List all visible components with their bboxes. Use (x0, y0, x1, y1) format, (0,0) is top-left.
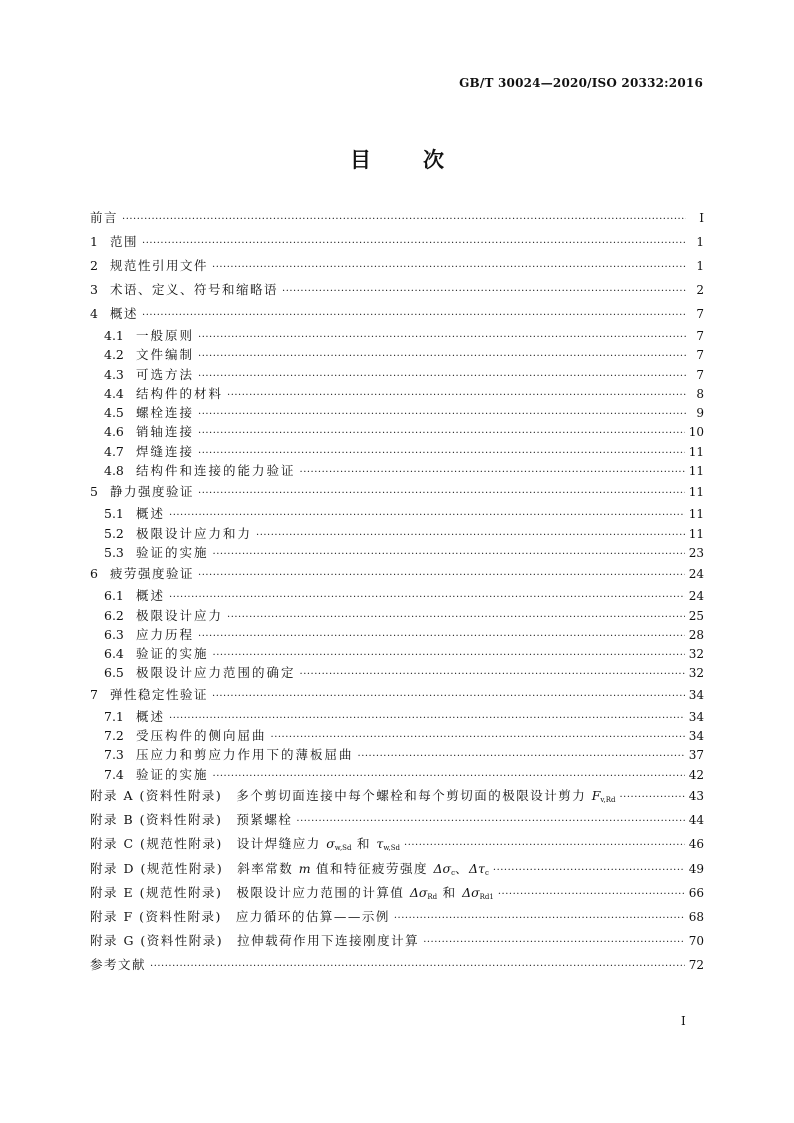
toc-label: 概述 (110, 306, 139, 321)
dot-leader (198, 405, 686, 424)
toc-page: 70 (688, 934, 704, 949)
toc-number: 2 (90, 258, 98, 273)
toc-entry-1[interactable] (90, 230, 704, 254)
toc-label: 结构件和连接的能力验证 (136, 463, 296, 479)
toc-entry-annex-c[interactable] (90, 832, 704, 856)
toc-entry-7-4[interactable] (90, 765, 704, 784)
toc-page: 11 (688, 526, 704, 541)
toc-entry-6-3[interactable] (90, 625, 704, 644)
toc-number: 1 (90, 234, 98, 249)
toc-entry-6-2[interactable] (90, 606, 704, 625)
toc-page: 24 (688, 589, 704, 604)
dot-leader (212, 256, 686, 280)
toc-page: 9 (696, 406, 704, 421)
toc-label: 附录 A (资料性附录) 多个剪切面连接中每个螺栓和每个剪切面的极限设计剪力 $F_{v,Rd}$ (90, 787, 616, 804)
toc-label: 结构件的材料 (136, 385, 224, 401)
toc-label: 极限设计应力和力 (136, 525, 253, 541)
toc-number: 4.1 (104, 328, 124, 343)
toc-number: 5.3 (104, 544, 124, 560)
toc-page: 7 (696, 329, 704, 343)
dot-leader (498, 883, 685, 907)
toc-entry-4[interactable] (90, 302, 704, 326)
toc-entry-references[interactable] (90, 953, 704, 977)
toc-label: 验证的实施 (136, 766, 209, 782)
toc-page: 68 (688, 909, 704, 924)
toc-entry-annex-f[interactable] (90, 905, 704, 929)
toc-label: 附录 B (资料性附录) 预紧螺栓 (90, 812, 293, 828)
toc-entry-2[interactable] (90, 254, 704, 278)
toc-number: 7 (90, 686, 98, 702)
toc-page: Ⅰ (699, 211, 704, 225)
toc-number: 5.2 (104, 525, 124, 541)
toc-number: 6.3 (104, 626, 124, 642)
dot-leader (142, 304, 686, 328)
toc-label: 附录 D (规范性附录) 斜率常数 m 值和特征疲劳强度 $\Delta\sigma_c$、$\Delta\tau_c$ (90, 860, 489, 877)
toc-label: 概述 (136, 588, 166, 604)
toc-label: 应力历程 (136, 626, 195, 642)
toc-page: 1 (696, 235, 704, 249)
toc-entry-6-4[interactable] (90, 644, 704, 663)
dot-leader (198, 367, 686, 386)
toc-page: 1 (696, 259, 704, 273)
toc-page: 32 (688, 647, 704, 662)
dot-leader (296, 810, 684, 834)
title-char-2: 次 (423, 147, 444, 172)
dot-leader (256, 526, 685, 545)
dot-leader (198, 328, 686, 347)
toc-label: 附录 F (资料性附录) 应力循环的估算——示例 (90, 908, 390, 924)
toc-entry-3[interactable] (90, 278, 704, 302)
toc-page: 8 (696, 386, 704, 401)
toc-number: 4.5 (104, 405, 124, 421)
toc-label: 受压构件的侧向屈曲 (136, 728, 267, 744)
toc-label: 附录 E (规范性附录) 极限设计应力范围的计算值 $\Delta\sigma_{Rd}$ 和 $\Delta\sigma_{Rd1}$ (90, 884, 494, 901)
toc-page: 72 (688, 958, 704, 973)
toc-label: 验证的实施 (136, 646, 209, 662)
toc-entry-preface[interactable] (90, 206, 704, 230)
dot-leader (142, 232, 686, 256)
toc-number: 5 (90, 484, 98, 500)
toc-number: 7.2 (104, 728, 124, 744)
toc-entry-5[interactable] (90, 480, 704, 504)
dot-leader (300, 665, 685, 684)
toc-page: 28 (688, 627, 704, 642)
dot-leader (394, 907, 685, 931)
toc-page: 42 (688, 767, 704, 782)
table-of-contents (90, 206, 704, 977)
toc-label: 附录 G (资料性附录) 拉伸载荷作用下连接刚度计算 (90, 933, 420, 949)
dot-leader (300, 463, 685, 482)
dot-leader (122, 208, 686, 232)
toc-entry-4-8[interactable] (90, 461, 704, 480)
toc-number: 6 (90, 566, 98, 582)
toc-page: 11 (688, 464, 704, 479)
toc-entry-6-1[interactable] (90, 586, 704, 605)
dot-leader (493, 859, 685, 883)
toc-entry-annex-a[interactable] (90, 784, 704, 808)
toc-entry-annex-d[interactable] (90, 857, 704, 881)
toc-page: 44 (688, 813, 704, 828)
toc-entry-5-2[interactable] (90, 524, 704, 543)
toc-number: 4.2 (104, 347, 124, 363)
toc-entry-4-7[interactable] (90, 442, 704, 461)
toc-entry-4-2[interactable] (90, 345, 704, 364)
toc-page: 43 (688, 788, 704, 803)
toc-label: 规范性引用文件 (110, 258, 209, 273)
toc-entry-6[interactable] (90, 562, 704, 586)
toc-number: 4.4 (104, 385, 124, 401)
toc-page: 66 (688, 885, 704, 900)
toc-entry-annex-g[interactable] (90, 929, 704, 953)
toc-page: 34 (688, 729, 704, 744)
toc-label: 参考文献 (90, 957, 147, 973)
toc-entry-7[interactable] (90, 683, 704, 707)
toc-label: 一般原则 (136, 328, 195, 343)
toc-page: 34 (688, 687, 704, 702)
toc-page: 10 (688, 425, 704, 440)
toc-page: 7 (696, 348, 704, 363)
toc-label: 前言 (90, 210, 119, 225)
toc-label: 疲劳强度验证 (110, 566, 195, 582)
toc-label: 弹性稳定性验证 (110, 686, 209, 702)
toc-number: 4.3 (104, 366, 124, 382)
toc-entry-5-1[interactable] (90, 504, 704, 523)
dot-leader (198, 424, 685, 443)
toc-number: 7.1 (104, 708, 124, 724)
page-number: Ⅰ (681, 1014, 686, 1028)
dot-leader (198, 564, 685, 588)
toc-page: 7 (696, 367, 704, 382)
dot-leader (150, 955, 685, 979)
toc-page: 46 (688, 837, 704, 852)
toc-label: 极限设计应力范围的确定 (136, 665, 296, 681)
dot-leader (198, 482, 685, 506)
toc-label: 静力强度验证 (110, 484, 195, 500)
dot-leader (212, 685, 685, 709)
toc-page: 32 (688, 666, 704, 681)
toc-label: 验证的实施 (136, 544, 209, 560)
toc-number: 6.2 (104, 607, 124, 623)
toc-label: 焊缝连接 (136, 443, 195, 459)
dot-leader (404, 834, 685, 858)
dot-leader (227, 608, 685, 627)
toc-label: 术语、定义、符号和缩略语 (110, 282, 279, 297)
toc-entry-5-3[interactable] (90, 543, 704, 562)
toc-page: 34 (688, 709, 704, 724)
toc-label: 概述 (136, 506, 166, 522)
dot-leader (227, 386, 686, 405)
toc-entry-4-4[interactable] (90, 384, 704, 403)
toc-number: 4.7 (104, 443, 124, 459)
toc-page: 23 (688, 545, 704, 560)
toc-number: 4.6 (104, 424, 124, 440)
toc-entry-4-5[interactable] (90, 403, 704, 422)
toc-label: 压应力和剪应力作用下的薄板屈曲 (136, 747, 354, 763)
toc-page: 37 (688, 748, 704, 763)
toc-number: 4.8 (104, 463, 124, 479)
toc-number: 4 (90, 306, 98, 321)
toc-page: 49 (688, 861, 704, 876)
toc-page: 11 (688, 444, 704, 459)
toc-label: 文件编制 (136, 347, 195, 363)
toc-number: 6.5 (104, 665, 124, 681)
toc-number: 3 (90, 282, 98, 297)
toc-page: 2 (696, 283, 704, 297)
toc-page: 11 (688, 507, 704, 522)
title-char-1: 目 (350, 147, 371, 172)
toc-label: 螺栓连接 (136, 405, 195, 421)
toc-label: 范围 (110, 234, 139, 249)
standard-code: GB/T 30024—2020/ISO 20332:2016 (459, 76, 703, 90)
toc-number: 6.1 (104, 588, 124, 604)
toc-page: 11 (688, 485, 704, 500)
dot-leader (213, 545, 685, 564)
dot-leader (198, 627, 685, 646)
toc-label: 销轴连接 (136, 424, 195, 440)
dot-leader (169, 588, 685, 607)
toc-entry-6-5[interactable] (90, 663, 704, 682)
toc-number: 6.4 (104, 646, 124, 662)
toc-label: 附录 C (规范性附录) 设计焊缝应力 $\sigma_{w,Sd}$ 和 $\tau_{w,Sd}$ (90, 836, 401, 853)
toc-label: 可选方法 (136, 366, 195, 382)
page-title (0, 144, 794, 174)
dot-leader (358, 747, 685, 766)
toc-label: 极限设计应力 (136, 607, 224, 623)
toc-entry-4-6[interactable] (90, 422, 704, 441)
dot-leader (423, 931, 685, 955)
toc-page: 24 (688, 567, 704, 582)
toc-number: 5.1 (104, 506, 124, 522)
toc-page: 25 (688, 608, 704, 623)
toc-page: 7 (696, 307, 704, 321)
toc-entry-7-1[interactable] (90, 707, 704, 726)
dot-leader (620, 786, 685, 810)
toc-entry-4-1[interactable] (90, 326, 704, 345)
toc-entry-7-2[interactable] (90, 726, 704, 745)
dot-leader (198, 347, 686, 366)
dot-leader (282, 280, 686, 304)
toc-number: 7.4 (104, 766, 124, 782)
toc-entry-annex-b[interactable] (90, 808, 704, 832)
toc-entry-annex-e[interactable] (90, 881, 704, 905)
toc-number: 7.3 (104, 747, 124, 763)
toc-entry-4-3[interactable] (90, 365, 704, 384)
toc-entry-7-3[interactable] (90, 745, 704, 764)
toc-label: 概述 (136, 708, 166, 724)
